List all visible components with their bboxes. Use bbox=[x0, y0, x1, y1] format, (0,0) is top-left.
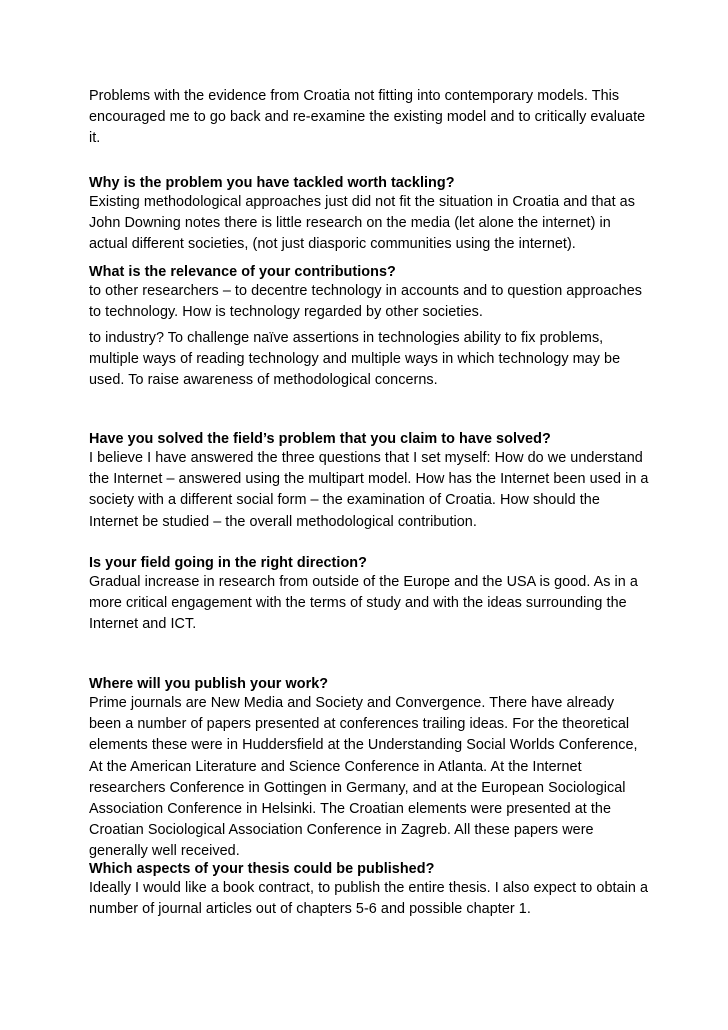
section-body: I believe I have answered the three questions that I set myself: How do we understand the Internet – answered using the multipart model. How has the Internet been used in a society with a different social form – the examination of Croatia. How should the Internet be studied – the overall methodological contribution. bbox=[89, 450, 649, 530]
section-heading: What is the relevance of your contributions? bbox=[89, 264, 396, 280]
section-body: Gradual increase in research from outside of the Europe and the USA is good. As in a more critical engagement with the terms of study and with the ideas surrounding the Internet and ICT. bbox=[89, 574, 638, 633]
intro-paragraph bbox=[89, 86, 649, 150]
section-heading: Where will you publish your work? bbox=[89, 676, 329, 692]
section-heading: Is your field going in the right direction? bbox=[89, 555, 367, 571]
section-body: Ideally I would like a book contract, to publish the entire thesis. I also expect to obtain a number of journal articles out of chapters 5-6 and possible chapter 1. bbox=[89, 880, 649, 918]
section-aspects bbox=[89, 861, 649, 920]
section-body: to industry? To challenge naïve assertions in technologies ability to fix problems, multiple ways of reading technology and multiple ways in which technology may be used. To raise awareness of methodological concerns. bbox=[89, 330, 621, 389]
section-direction bbox=[89, 555, 649, 636]
section-problem-worth bbox=[89, 175, 649, 256]
section-publish bbox=[89, 676, 649, 863]
section-body: to other researchers – to decentre technology in accounts and to question approaches to technology. How is technology regarded by other societies. bbox=[89, 283, 642, 321]
section-body: Existing methodological approaches just did not fit the situation in Croatia and that as John Downing notes there is little research on the media (let alone the internet) in actual different societies, (not just diasporic communities using the internet). bbox=[89, 194, 635, 253]
section-solved bbox=[89, 431, 649, 533]
section-heading: Why is the problem you have tackled worth tackling? bbox=[89, 175, 455, 191]
section-heading: Which aspects of your thesis could be published? bbox=[89, 861, 435, 877]
section-relevance bbox=[89, 264, 649, 323]
section-body: Prime journals are New Media and Society and Convergence. There have already been a number of papers presented at conferences trailing ideas. For the theoretical elements these were in Huddersfield at the Understanding Social Worlds Conference, At the American Literature and Science Conference in Atlanta. At the Internet researchers Conference in Gottingen in Germany, and at the European Sociological Association Conference in Helsinki. The Croatian elements were presented at the Croatian Sociological Association Conference in Zagreb. All these papers were generally well received. bbox=[89, 695, 638, 860]
section-industry bbox=[89, 328, 649, 392]
section-body: Problems with the evidence from Croatia not fitting into contemporary models. This encouraged me to go back and re-examine the existing model and to critically evaluate it. bbox=[89, 88, 646, 147]
section-heading: Have you solved the field’s problem that you claim to have solved? bbox=[89, 431, 551, 447]
